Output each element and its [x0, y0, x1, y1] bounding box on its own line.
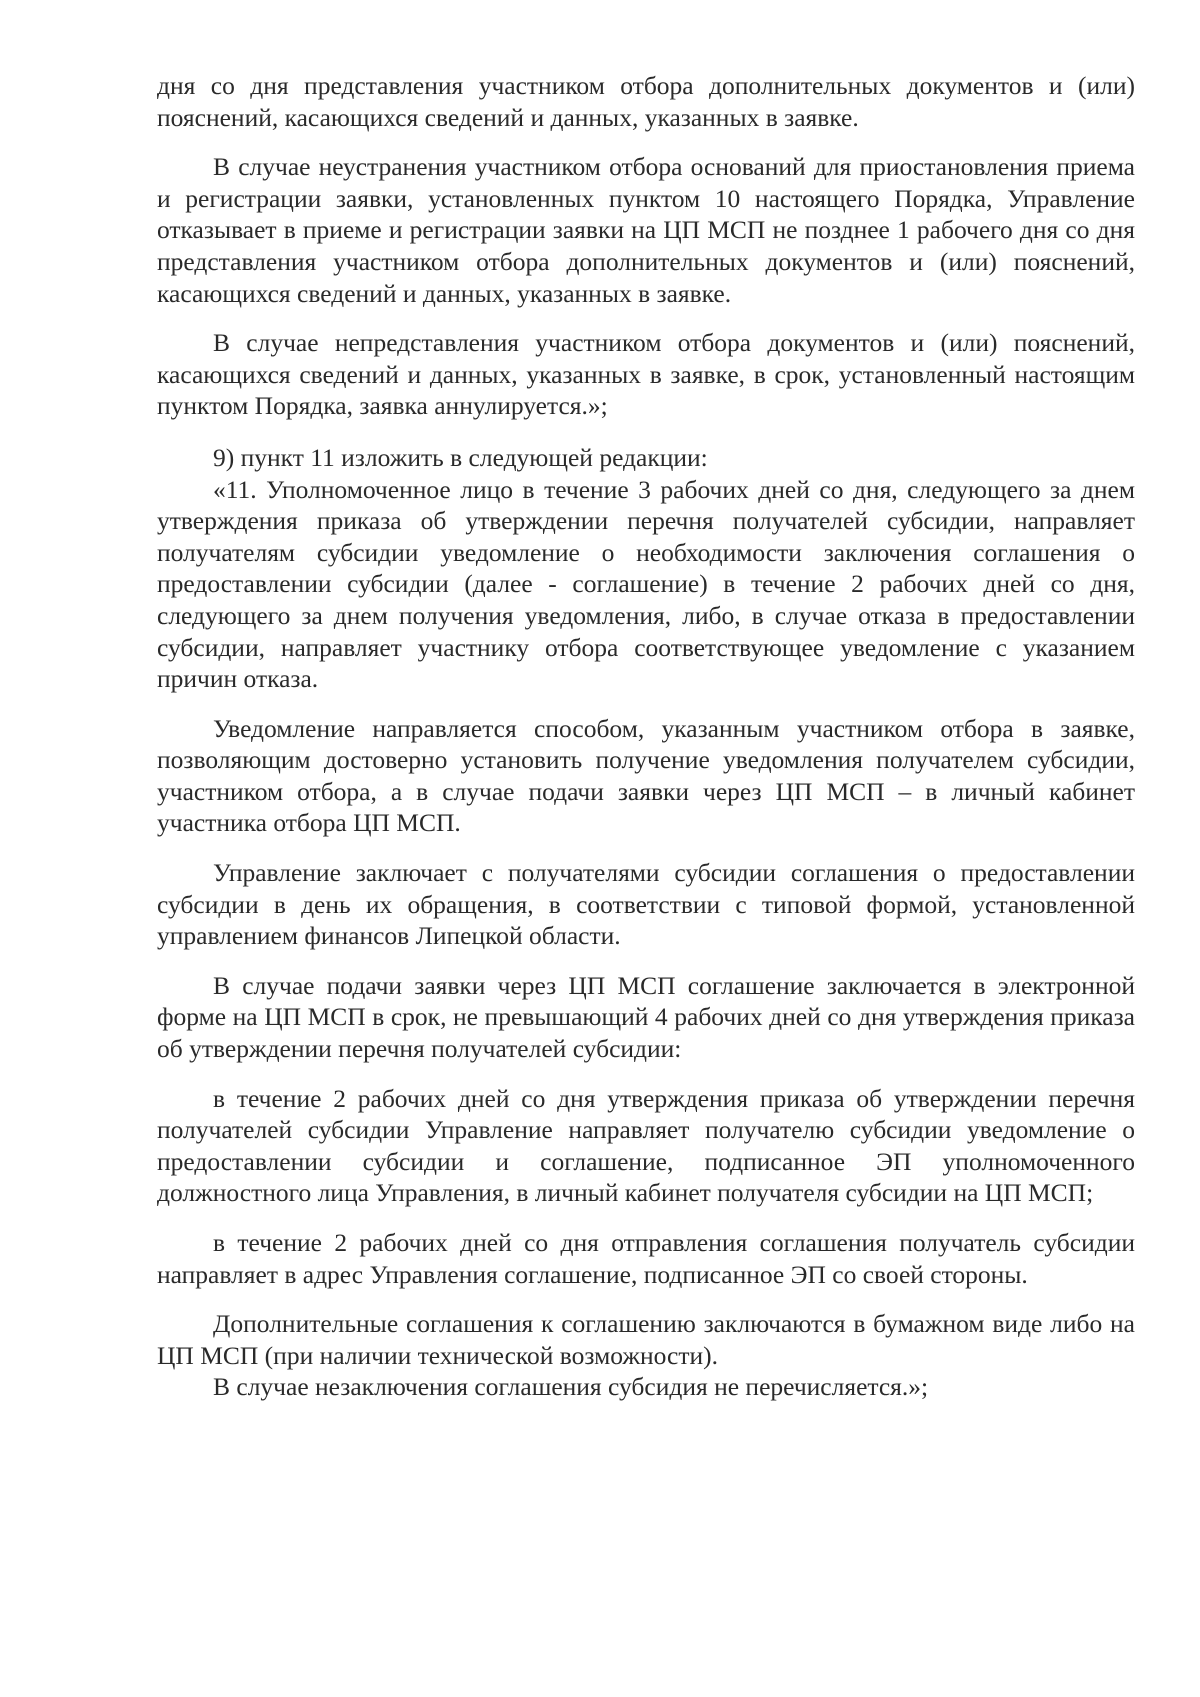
paragraph-no-transfer: В случае незаключения соглашения субсидия не перечисляется.»;	[213, 1372, 929, 1402]
paragraph-notification: Уведомление направляется способом, указанным участником отбора в заявке, позволяющим достоверно установить получение уведомления получателем субсидии, участником отбора, а в случае подачи заявки через ЦП МСП – в личный кабинет участника отбора ЦП МСП.	[157, 713, 1135, 838]
paragraph-within-2-days-send: в течение 2 рабочих дней со дня утверждения приказа об утверждении перечня получателей субсидии Управление направляет получателю субсидии уведомление о предоставлении субсидии и соглашение, подписанное ЭП уполномоченного должностного лица Управления, в личный кабинет получателя субсидии на ЦП МСП;	[157, 1083, 1135, 1208]
paragraph-agreement: Управление заключает с получателями субсидии соглашения о предоставлении субсидии в день их обращения, в соответствии с типовой формой, установленной управлением финансов Липецкой области.	[157, 858, 1135, 951]
paragraph-continuation: дня со дня представления участником отбора дополнительных документов и (или) пояснений, касающихся сведений и данных, указанных в заявке.	[157, 71, 1135, 132]
paragraph-within-2-days-return: в течение 2 рабочих дней со дня отправления соглашения получатель субсидии направляет в адрес Управления соглашение, подписанное ЭП со своей стороны.	[157, 1228, 1135, 1289]
paragraph-item-9: 9) пункт 11 изложить в следующей редакции:	[213, 442, 708, 472]
paragraph-additional-agreements: Дополнительные соглашения к соглашению заключаются в бумажном виде либо на ЦП МСП (при наличии технической возможности).	[157, 1309, 1135, 1370]
paragraph-annulment: В случае непредставления участником отбора документов и (или) пояснений, касающихся сведений и данных, указанных в заявке, в срок, установленный настоящим пунктом Порядка, заявка аннулируется.»;	[157, 328, 1135, 421]
paragraph-electronic-form: В случае подачи заявки через ЦП МСП соглашение заключается в электронной форме на ЦП МСП в срок, не превышающий 4 рабочих дней со дня утверждения приказа об утверждении перечня получателей субсидии:	[157, 970, 1135, 1064]
paragraph-refusal: В случае неустранения участником отбора оснований для приостановления приема и регистрации заявки, установленных пунктом 10 настоящего Порядка, Управление отказывает в приеме и регистрации заявки на ЦП МСП не позднее 1 рабочего дня со дня представления участником отбора дополнительных документов и (или) пояснений, касающихся сведений и данных, указанных в заявке.	[157, 152, 1135, 308]
document-page	[157, 70, 1135, 1403]
paragraph-point-11: «11. Уполномоченное лицо в течение 3 рабочих дней со дня, следующего за днем утверждения приказа об утверждении перечня получателей субсидии, направляет получателям субсидии уведомление о необходимости заключения соглашения о предоставлении субсидии (далее - соглашение) в течение 2 рабочих дней со дня, следующего за днем получения уведомления, либо, в случае отказа в предоставлении субсидии, направляет участнику отбора соответствующее уведомление с указанием причин отказа.	[157, 474, 1135, 694]
